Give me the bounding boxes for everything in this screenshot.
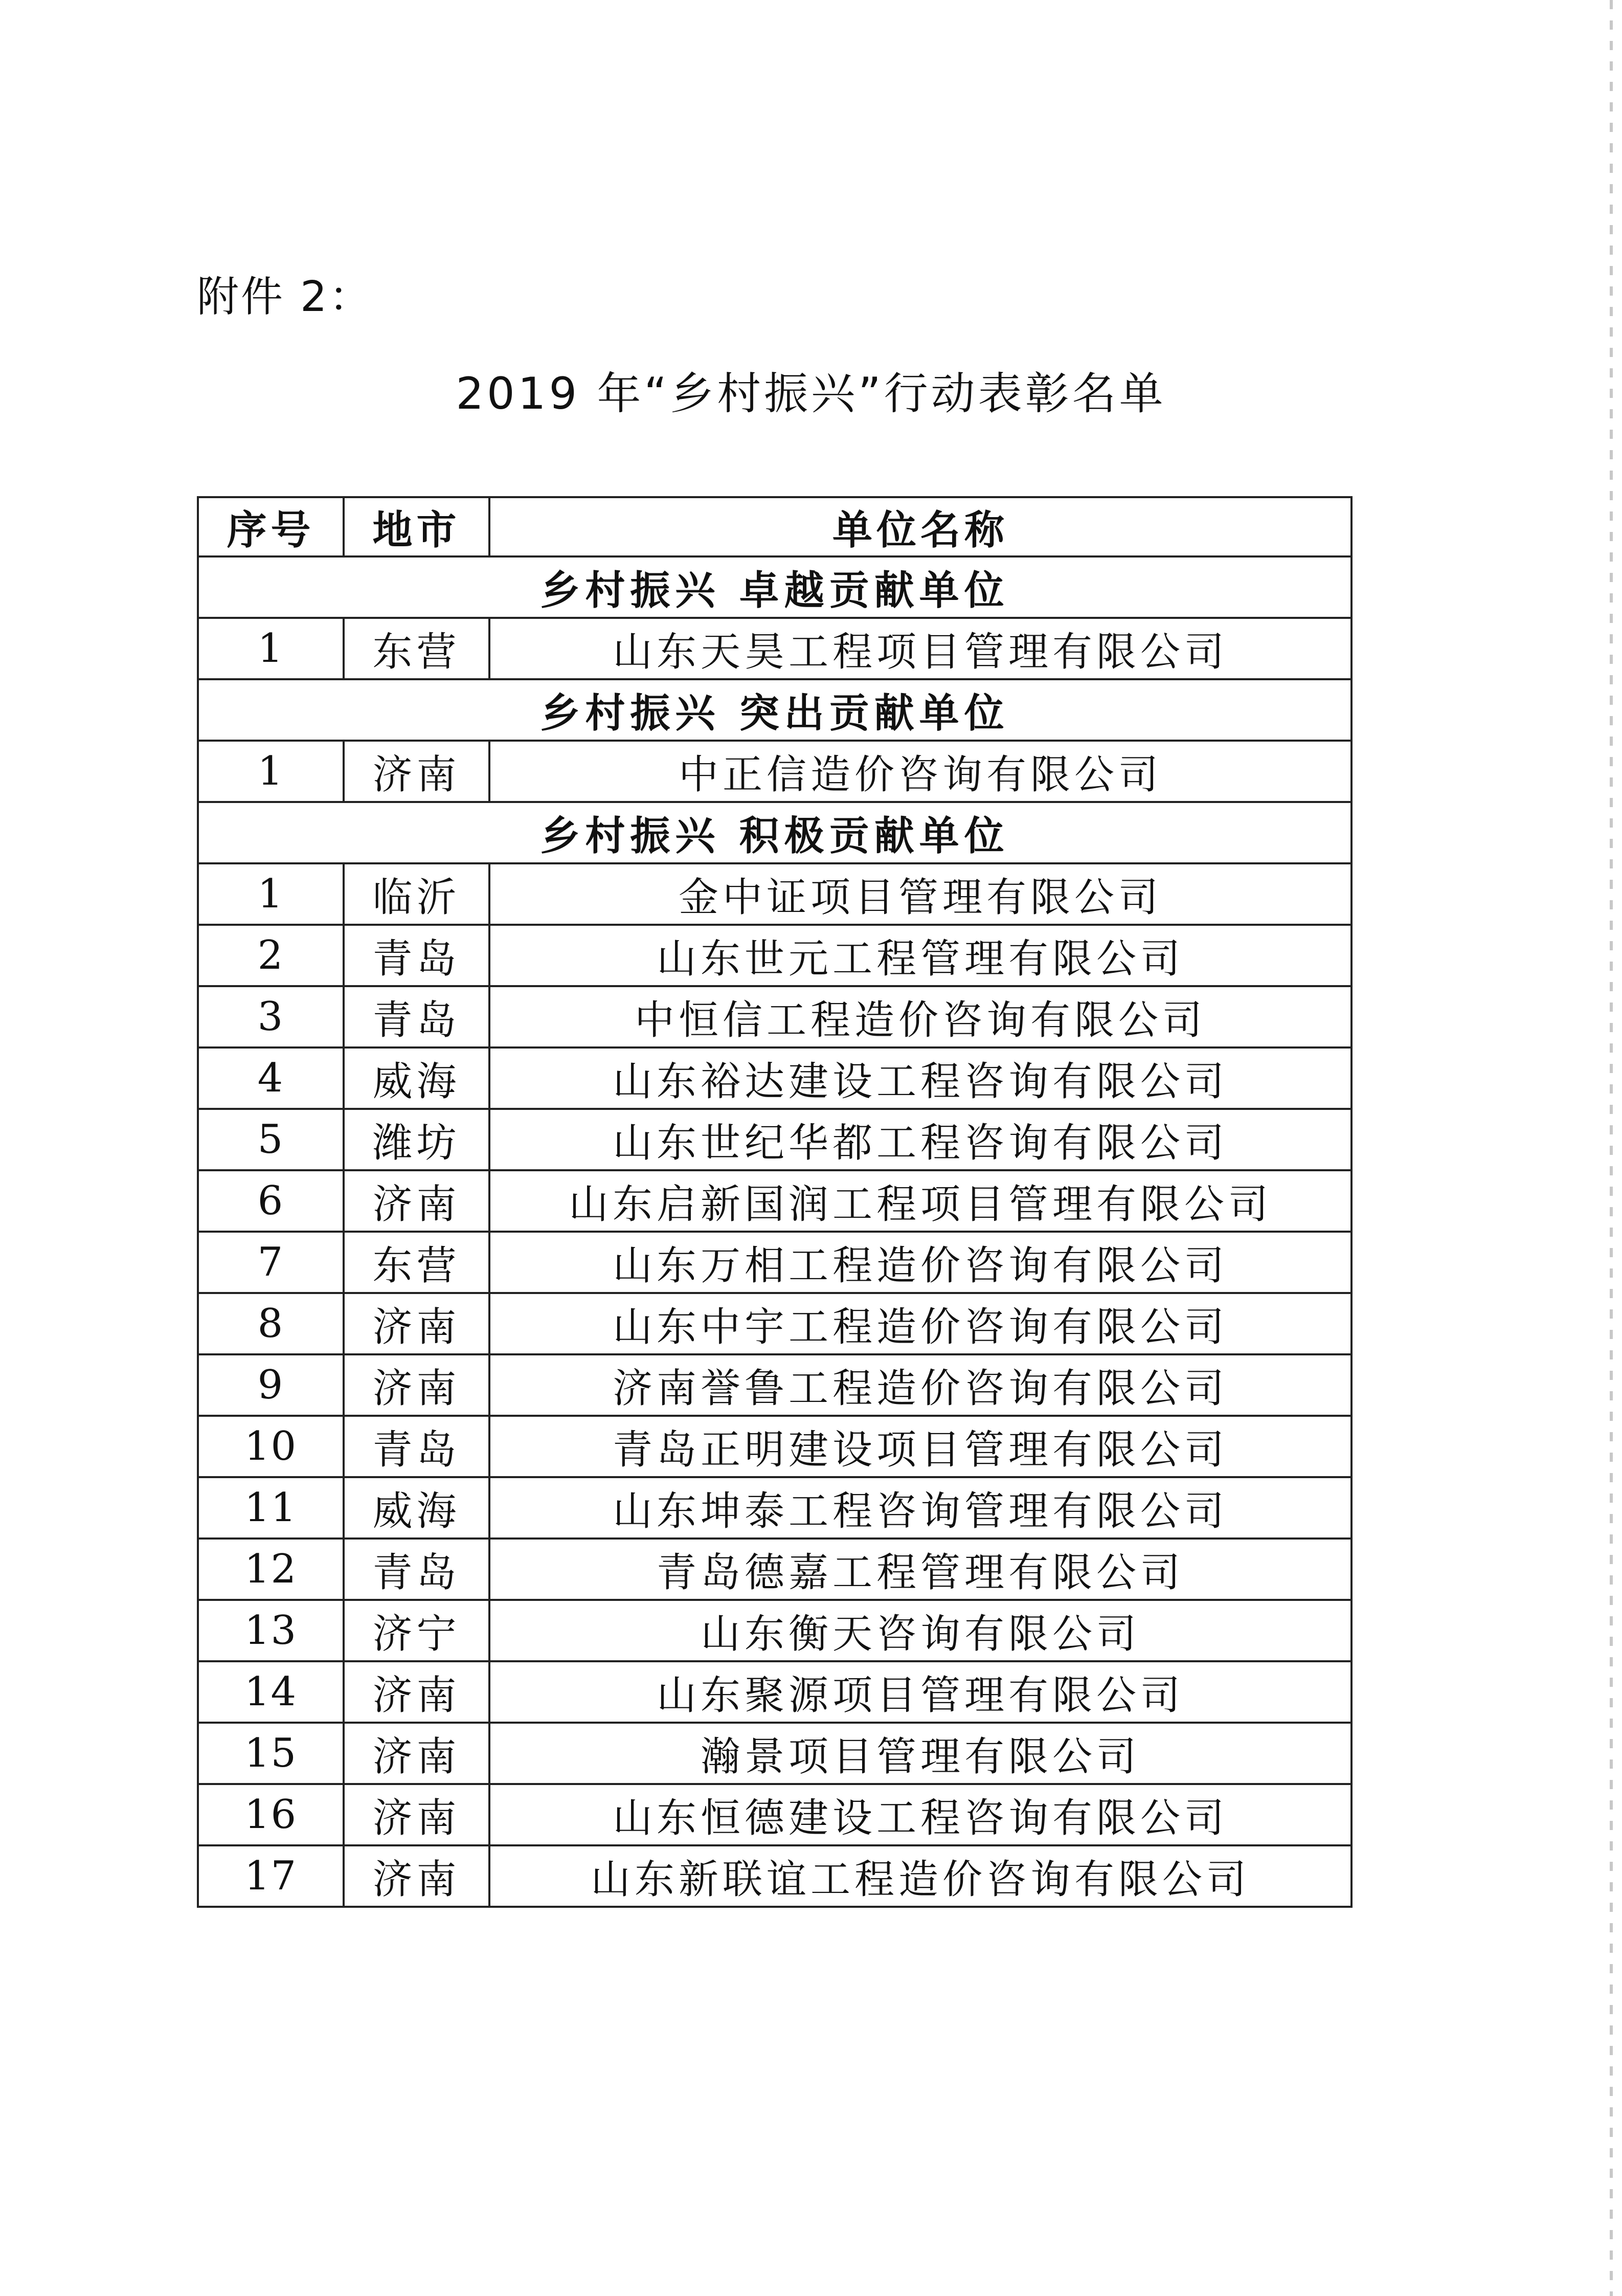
- serial-number-cell: 8: [198, 1293, 344, 1354]
- table-row: [198, 1845, 1351, 1907]
- serial-number-cell: 16: [198, 1784, 344, 1845]
- unit-name-cell: 山东坤泰工程咨询管理有限公司: [489, 1477, 1351, 1539]
- section-title: 乡村振兴 突出贡献单位: [198, 679, 1351, 741]
- attachment-label: 附件 2：: [197, 273, 373, 321]
- section-title: 乡村振兴 积极贡献单位: [198, 802, 1351, 863]
- table-row: [198, 1354, 1351, 1416]
- serial-number-cell: 4: [198, 1047, 344, 1109]
- city-cell: 青岛: [344, 1539, 489, 1600]
- unit-name-cell: 瀚景项目管理有限公司: [489, 1723, 1351, 1784]
- serial-number-cell: 1: [198, 618, 344, 679]
- table-row: [198, 1477, 1351, 1539]
- city-cell: 青岛: [344, 1416, 489, 1477]
- serial-number-cell: 7: [198, 1232, 344, 1293]
- serial-number-cell: 2: [198, 925, 344, 986]
- table-row: [198, 1723, 1351, 1784]
- serial-number-cell: 3: [198, 986, 344, 1047]
- unit-name-cell: 山东中宇工程造价咨询有限公司: [489, 1293, 1351, 1354]
- table-row: [198, 618, 1351, 679]
- city-cell: 威海: [344, 1477, 489, 1539]
- city-cell: 青岛: [344, 986, 489, 1047]
- unit-name-cell: 山东世元工程管理有限公司: [489, 925, 1351, 986]
- unit-name-cell: 山东衡天咨询有限公司: [489, 1600, 1351, 1661]
- table-row: [198, 1539, 1351, 1600]
- section-row-active: [198, 802, 1351, 863]
- city-cell: 东营: [344, 1232, 489, 1293]
- serial-number-cell: 1: [198, 863, 344, 925]
- table-header-row: [198, 497, 1351, 556]
- table-row: [198, 1047, 1351, 1109]
- city-cell: 济南: [344, 1661, 489, 1723]
- document-title: 2019 年“乡村振兴”行动表彰名单: [456, 368, 1166, 419]
- serial-number-cell: 1: [198, 741, 344, 802]
- unit-name-cell: 山东世纪华都工程咨询有限公司: [489, 1109, 1351, 1170]
- table-row: [198, 1661, 1351, 1723]
- city-cell: 威海: [344, 1047, 489, 1109]
- header-serial-number: 序号: [198, 497, 344, 556]
- serial-number-cell: 6: [198, 1170, 344, 1232]
- unit-name-cell: 济南誉鲁工程造价咨询有限公司: [489, 1354, 1351, 1416]
- unit-name-cell: 山东裕达建设工程咨询有限公司: [489, 1047, 1351, 1109]
- serial-number-cell: 5: [198, 1109, 344, 1170]
- city-cell: 济南: [344, 741, 489, 802]
- table-row: [198, 1784, 1351, 1845]
- unit-name-cell: 金中证项目管理有限公司: [489, 863, 1351, 925]
- city-cell: 青岛: [344, 925, 489, 986]
- table-row: [198, 863, 1351, 925]
- serial-number-cell: 15: [198, 1723, 344, 1784]
- table-row: [198, 986, 1351, 1047]
- table-row: [198, 741, 1351, 802]
- table-row: [198, 1416, 1351, 1477]
- table-row: [198, 1293, 1351, 1354]
- city-cell: 济南: [344, 1784, 489, 1845]
- table-row: [198, 1232, 1351, 1293]
- city-cell: 济南: [344, 1845, 489, 1907]
- city-cell: 济南: [344, 1293, 489, 1354]
- city-cell: 济南: [344, 1723, 489, 1784]
- city-cell: 济南: [344, 1354, 489, 1416]
- city-cell: 济南: [344, 1170, 489, 1232]
- header-city: 地市: [344, 497, 489, 556]
- city-cell: 潍坊: [344, 1109, 489, 1170]
- city-cell: 临沂: [344, 863, 489, 925]
- table-row: [198, 1600, 1351, 1661]
- unit-name-cell: 山东启新国润工程项目管理有限公司: [489, 1170, 1351, 1232]
- table-row: [198, 925, 1351, 986]
- unit-name-cell: 山东万相工程造价咨询有限公司: [489, 1232, 1351, 1293]
- serial-number-cell: 11: [198, 1477, 344, 1539]
- unit-name-cell: 中恒信工程造价咨询有限公司: [489, 986, 1351, 1047]
- unit-name-cell: 山东新联谊工程造价咨询有限公司: [489, 1845, 1351, 1907]
- unit-name-cell: 山东聚源项目管理有限公司: [489, 1661, 1351, 1723]
- unit-name-cell: 青岛德嘉工程管理有限公司: [489, 1539, 1351, 1600]
- serial-number-cell: 13: [198, 1600, 344, 1661]
- unit-name-cell: 山东恒德建设工程咨询有限公司: [489, 1784, 1351, 1845]
- table-row: [198, 1170, 1351, 1232]
- table-row: [198, 1109, 1351, 1170]
- serial-number-cell: 12: [198, 1539, 344, 1600]
- section-title: 乡村振兴 卓越贡献单位: [198, 556, 1351, 618]
- unit-name-cell: 山东天昊工程项目管理有限公司: [489, 618, 1351, 679]
- city-cell: 济宁: [344, 1600, 489, 1661]
- serial-number-cell: 9: [198, 1354, 344, 1416]
- header-unit-name: 单位名称: [489, 497, 1351, 556]
- unit-name-cell: 中正信造价咨询有限公司: [489, 741, 1351, 802]
- city-cell: 东营: [344, 618, 489, 679]
- serial-number-cell: 10: [198, 1416, 344, 1477]
- serial-number-cell: 14: [198, 1661, 344, 1723]
- unit-name-cell: 青岛正明建设项目管理有限公司: [489, 1416, 1351, 1477]
- section-row-outstanding: [198, 679, 1351, 741]
- scan-edge-artifact: [1610, 0, 1613, 2296]
- serial-number-cell: 17: [198, 1845, 344, 1907]
- section-row-excellent: [198, 556, 1351, 618]
- award-table: [197, 496, 1353, 1908]
